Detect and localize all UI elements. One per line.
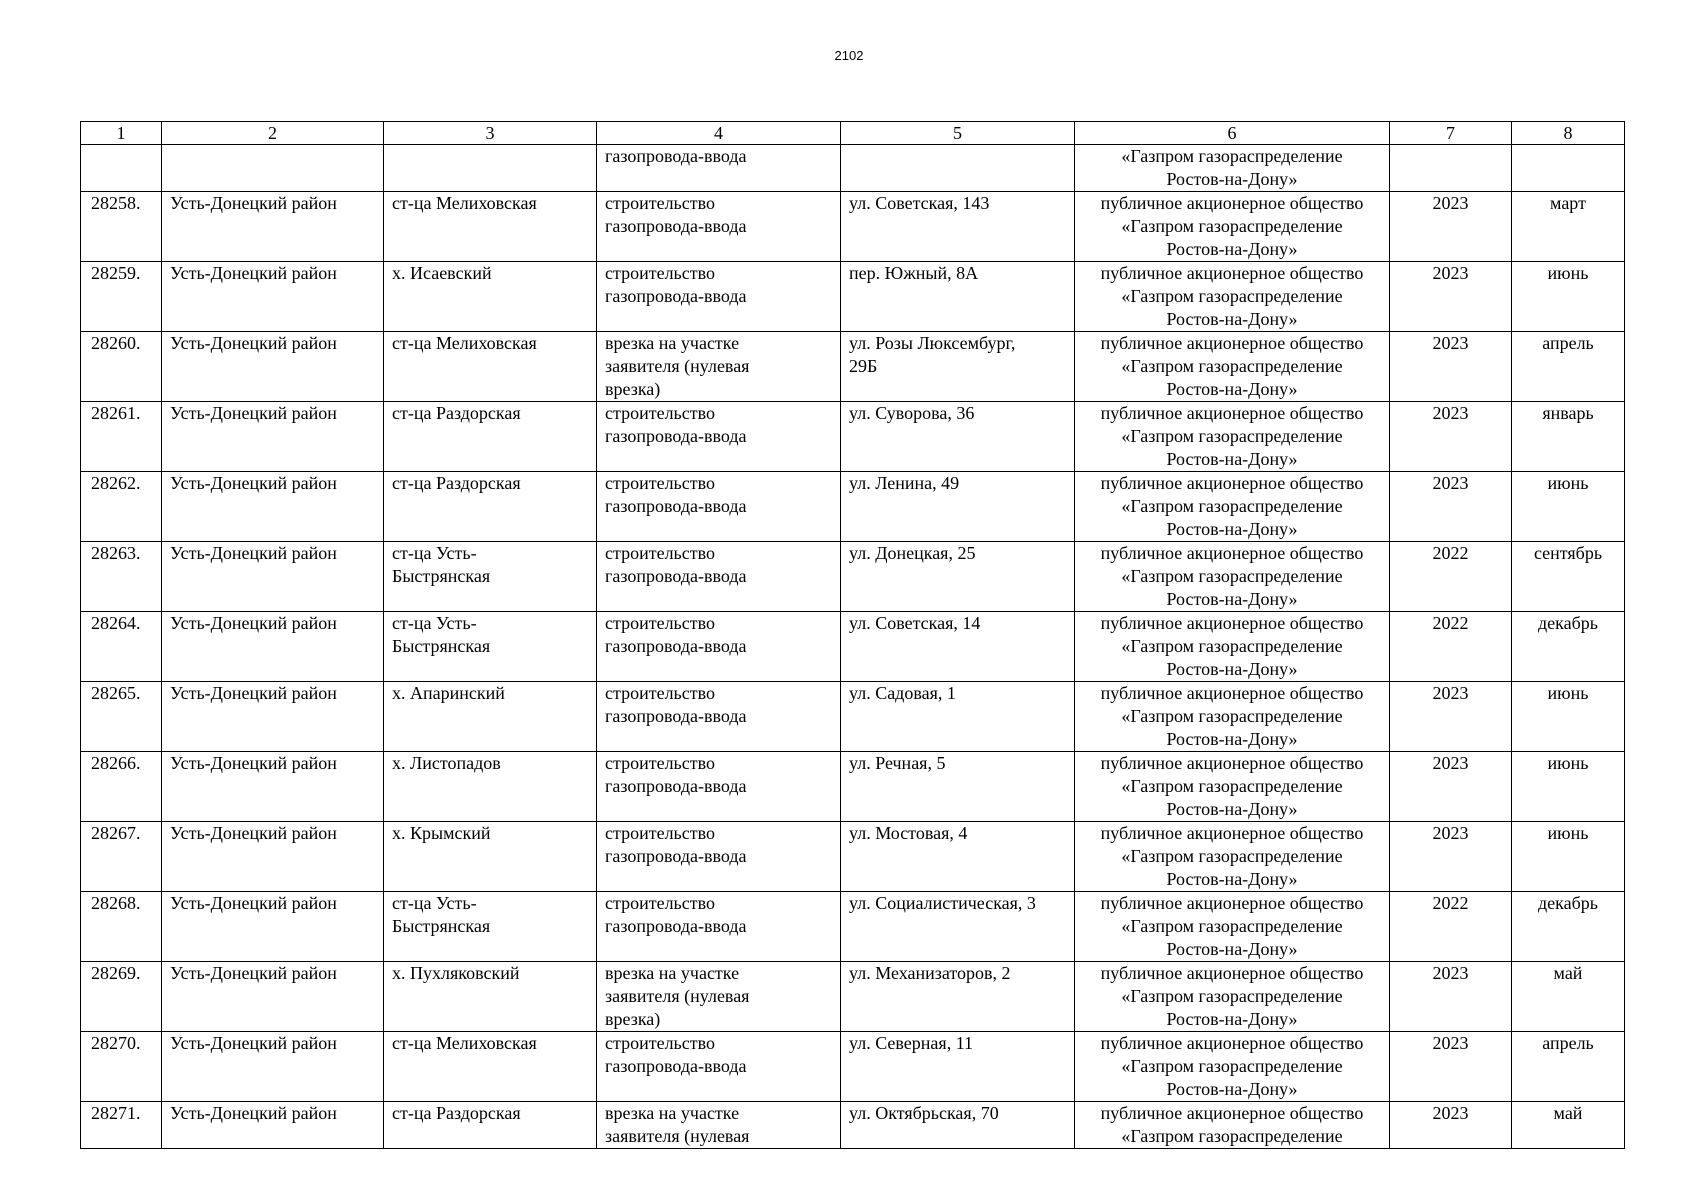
cell-line: х. Листопадов — [392, 753, 501, 773]
cell-settlement — [384, 1102, 597, 1149]
cell-line: Ростов-на-Дону» — [1166, 939, 1298, 959]
cell-number: 28264. — [81, 612, 162, 682]
cell-line: ст-ца Усть- — [392, 543, 477, 563]
cell-line: строительство — [605, 823, 715, 843]
cell-address — [841, 542, 1075, 612]
cell-settlement — [384, 145, 597, 192]
cell-year: 2022 — [1390, 892, 1512, 962]
cell-line: газопровода-ввода — [605, 496, 747, 516]
cell-organization — [1075, 962, 1390, 1032]
cell-line: ул. Садовая, 1 — [849, 683, 956, 703]
cell-line: Ростов-на-Дону» — [1166, 799, 1298, 819]
cell-year: 2023 — [1390, 262, 1512, 332]
cell-line: «Газпром газораспределение — [1121, 776, 1343, 796]
cell-month: май — [1512, 962, 1625, 1032]
table-row — [81, 542, 1625, 612]
cell-line: строительство — [605, 683, 715, 703]
column-header-6: 6 — [1075, 122, 1390, 145]
cell-month: апрель — [1512, 332, 1625, 402]
cell-district: Усть-Донецкий район — [162, 542, 384, 612]
cell-line: Ростов-на-Дону» — [1166, 239, 1298, 259]
cell-number: 28260. — [81, 332, 162, 402]
table-row — [81, 962, 1625, 1032]
table-row — [81, 612, 1625, 682]
cell-work — [597, 1032, 841, 1102]
table-row — [81, 472, 1625, 542]
cell-number: 28266. — [81, 752, 162, 822]
column-header-7: 7 — [1390, 122, 1512, 145]
cell-work — [597, 1102, 841, 1149]
cell-line: ул. Суворова, 36 — [849, 403, 975, 423]
cell-line: публичное акционерное общество — [1100, 403, 1364, 423]
cell-line: строительство — [605, 893, 715, 913]
cell-line: «Газпром газораспределение — [1121, 286, 1343, 306]
cell-month: декабрь — [1512, 612, 1625, 682]
cell-month: март — [1512, 192, 1625, 262]
cell-line: Ростов-на-Дону» — [1166, 379, 1298, 399]
cell-month: январь — [1512, 402, 1625, 472]
cell-year: 2023 — [1390, 962, 1512, 1032]
cell-number: 28267. — [81, 822, 162, 892]
cell-line: Ростов-на-Дону» — [1166, 309, 1298, 329]
cell-line: газопровода-ввода — [605, 566, 747, 586]
cell-work — [597, 402, 841, 472]
cell-address — [841, 822, 1075, 892]
cell-settlement — [384, 752, 597, 822]
column-header-4: 4 — [597, 122, 841, 145]
cell-line: строительство — [605, 543, 715, 563]
cell-line: публичное акционерное общество — [1100, 263, 1364, 283]
cell-work — [597, 542, 841, 612]
cell-line: х. Пухляковский — [392, 963, 520, 983]
cell-line: х. Крымский — [392, 823, 491, 843]
cell-line: ст-ца Раздорская — [392, 473, 521, 493]
cell-number: 28265. — [81, 682, 162, 752]
cell-work — [597, 332, 841, 402]
cell-address — [841, 472, 1075, 542]
cell-line: строительство — [605, 1033, 715, 1053]
table-row — [81, 332, 1625, 402]
cell-line: «Газпром газораспределение — [1121, 496, 1343, 516]
cell-line: публичное акционерное общество — [1100, 613, 1364, 633]
cell-month: июнь — [1512, 682, 1625, 752]
cell-month — [1512, 145, 1625, 192]
cell-settlement — [384, 612, 597, 682]
cell-organization — [1075, 145, 1390, 192]
cell-address — [841, 962, 1075, 1032]
cell-line: строительство — [605, 263, 715, 283]
table-header — [81, 122, 1625, 145]
cell-line: публичное акционерное общество — [1100, 543, 1364, 563]
cell-settlement — [384, 402, 597, 472]
cell-address — [841, 332, 1075, 402]
cell-organization — [1075, 822, 1390, 892]
cell-line: Быстрянская — [392, 566, 491, 586]
cell-line: «Газпром газораспределение — [1121, 356, 1343, 376]
cell-district: Усть-Донецкий район — [162, 822, 384, 892]
cell-line: газопровода-ввода — [605, 916, 747, 936]
cell-line: газопровода-ввода — [605, 846, 747, 866]
cell-work — [597, 472, 841, 542]
cell-district: Усть-Донецкий район — [162, 962, 384, 1032]
cell-month: сентябрь — [1512, 542, 1625, 612]
table-row — [81, 892, 1625, 962]
cell-line: врезка на участке — [605, 333, 740, 353]
cell-district — [162, 145, 384, 192]
cell-line: газопровода-ввода — [605, 636, 747, 656]
cell-line: «Газпром газораспределение — [1121, 1056, 1343, 1076]
cell-month: апрель — [1512, 1032, 1625, 1102]
cell-number: 28261. — [81, 402, 162, 472]
cell-line: Ростов-на-Дону» — [1166, 1009, 1298, 1029]
cell-address — [841, 402, 1075, 472]
table-row — [81, 752, 1625, 822]
cell-month: декабрь — [1512, 892, 1625, 962]
register-table — [80, 121, 1625, 1149]
cell-year: 2023 — [1390, 1032, 1512, 1102]
cell-line: публичное акционерное общество — [1100, 893, 1364, 913]
cell-line: Ростов-на-Дону» — [1166, 869, 1298, 889]
table-row — [81, 1032, 1625, 1102]
column-header-2: 2 — [162, 122, 384, 145]
table-row — [81, 682, 1625, 752]
cell-line: х. Исаевский — [392, 263, 492, 283]
cell-line: публичное акционерное общество — [1100, 333, 1364, 353]
cell-line: «Газпром газораспределение — [1121, 146, 1343, 166]
cell-month: май — [1512, 1102, 1625, 1149]
cell-year: 2023 — [1390, 472, 1512, 542]
cell-address — [841, 612, 1075, 682]
cell-line: публичное акционерное общество — [1100, 823, 1364, 843]
cell-line: публичное акционерное общество — [1100, 753, 1364, 773]
cell-line: заявителя (нулевая — [605, 1126, 750, 1146]
cell-number: 28268. — [81, 892, 162, 962]
cell-line: публичное акционерное общество — [1100, 193, 1364, 213]
cell-month: июнь — [1512, 752, 1625, 822]
cell-year — [1390, 145, 1512, 192]
page-number: 2102 — [834, 48, 864, 63]
cell-organization — [1075, 1032, 1390, 1102]
cell-address — [841, 1032, 1075, 1102]
cell-organization — [1075, 1102, 1390, 1149]
cell-settlement — [384, 1032, 597, 1102]
cell-line: ул. Донецкая, 25 — [849, 543, 976, 563]
column-header-1: 1 — [81, 122, 162, 145]
cell-settlement — [384, 892, 597, 962]
cell-line: заявителя (нулевая — [605, 986, 750, 1006]
cell-address — [841, 192, 1075, 262]
cell-work — [597, 962, 841, 1032]
cell-district: Усть-Донецкий район — [162, 332, 384, 402]
cell-settlement — [384, 962, 597, 1032]
cell-line: Ростов-на-Дону» — [1166, 589, 1298, 609]
column-header-5: 5 — [841, 122, 1075, 145]
cell-line: Ростов-на-Дону» — [1166, 169, 1298, 189]
cell-line: публичное акционерное общество — [1100, 683, 1364, 703]
cell-line: ул. Советская, 14 — [849, 613, 981, 633]
cell-line: «Газпром газораспределение — [1121, 216, 1343, 236]
cell-line: ст-ца Раздорская — [392, 1103, 521, 1123]
cell-line: строительство — [605, 403, 715, 423]
cell-line: строительство — [605, 193, 715, 213]
cell-line: «Газпром газораспределение — [1121, 426, 1343, 446]
table-row — [81, 192, 1625, 262]
cell-line: Быстрянская — [392, 916, 491, 936]
cell-year: 2022 — [1390, 612, 1512, 682]
cell-work — [597, 752, 841, 822]
cell-year: 2023 — [1390, 192, 1512, 262]
table-row — [81, 262, 1625, 332]
cell-line: «Газпром газораспределение — [1121, 706, 1343, 726]
cell-organization — [1075, 682, 1390, 752]
cell-line: «Газпром газораспределение — [1121, 566, 1343, 586]
cell-line: газопровода-ввода — [605, 1056, 747, 1076]
cell-organization — [1075, 472, 1390, 542]
cell-line: ул. Октябрьская, 70 — [849, 1103, 999, 1123]
cell-line: пер. Южный, 8А — [849, 263, 979, 283]
cell-organization — [1075, 892, 1390, 962]
cell-number: 28258. — [81, 192, 162, 262]
cell-organization — [1075, 542, 1390, 612]
cell-line: Ростов-на-Дону» — [1166, 729, 1298, 749]
cell-work — [597, 892, 841, 962]
cell-year: 2023 — [1390, 402, 1512, 472]
cell-settlement — [384, 192, 597, 262]
cell-line: публичное акционерное общество — [1100, 1103, 1364, 1123]
cell-line: «Газпром газораспределение — [1121, 636, 1343, 656]
cell-year: 2022 — [1390, 542, 1512, 612]
cell-organization — [1075, 612, 1390, 682]
cell-line: ул. Розы Люксембург, — [849, 333, 1016, 353]
cell-organization — [1075, 262, 1390, 332]
cell-address — [841, 752, 1075, 822]
cell-address — [841, 1102, 1075, 1149]
column-number-row — [81, 122, 1625, 145]
cell-district: Усть-Донецкий район — [162, 1032, 384, 1102]
cell-number: 28259. — [81, 262, 162, 332]
cell-line: заявителя (нулевая — [605, 356, 750, 376]
cell-address — [841, 145, 1075, 192]
cell-line: ст-ца Усть- — [392, 893, 477, 913]
continuation-row — [81, 145, 1625, 192]
cell-year: 2023 — [1390, 332, 1512, 402]
cell-line: ст-ца Мелиховская — [392, 1033, 537, 1053]
cell-line: «Газпром газораспределение — [1121, 986, 1343, 1006]
cell-line: ул. Советская, 143 — [849, 193, 990, 213]
cell-line: ул. Речная, 5 — [849, 753, 946, 773]
cell-district: Усть-Донецкий район — [162, 262, 384, 332]
cell-work — [597, 612, 841, 682]
cell-line: ул. Северная, 11 — [849, 1033, 974, 1053]
cell-line: «Газпром газораспределение — [1121, 846, 1343, 866]
cell-number — [81, 145, 162, 192]
cell-year: 2023 — [1390, 1102, 1512, 1149]
cell-line: Быстрянская — [392, 636, 491, 656]
cell-line: публичное акционерное общество — [1100, 1033, 1364, 1053]
cell-district: Усть-Донецкий район — [162, 892, 384, 962]
cell-line: газопровода-ввода — [605, 216, 747, 236]
column-header-3: 3 — [384, 122, 597, 145]
cell-number: 28269. — [81, 962, 162, 1032]
table-row — [81, 822, 1625, 892]
cell-month: июнь — [1512, 262, 1625, 332]
cell-month: июнь — [1512, 822, 1625, 892]
cell-line: Ростов-на-Дону» — [1166, 519, 1298, 539]
cell-settlement — [384, 682, 597, 752]
cell-line: газопровода-ввода — [605, 706, 747, 726]
cell-district: Усть-Донецкий район — [162, 682, 384, 752]
cell-line: Ростов-на-Дону» — [1166, 659, 1298, 679]
cell-line: ст-ца Усть- — [392, 613, 477, 633]
cell-number: 28271. — [81, 1102, 162, 1149]
cell-district: Усть-Донецкий район — [162, 612, 384, 682]
cell-settlement — [384, 262, 597, 332]
cell-line: публичное акционерное общество — [1100, 473, 1364, 493]
cell-organization — [1075, 192, 1390, 262]
cell-district: Усть-Донецкий район — [162, 402, 384, 472]
cell-line: ст-ца Мелиховская — [392, 193, 537, 213]
cell-district: Усть-Донецкий район — [162, 752, 384, 822]
table-row — [81, 402, 1625, 472]
cell-line: публичное акционерное общество — [1100, 963, 1364, 983]
cell-year: 2023 — [1390, 822, 1512, 892]
cell-number: 28262. — [81, 472, 162, 542]
cell-district: Усть-Донецкий район — [162, 1102, 384, 1149]
cell-work — [597, 145, 841, 192]
cell-number: 28263. — [81, 542, 162, 612]
cell-line: врезка на участке — [605, 963, 740, 983]
cell-line: 29Б — [849, 356, 878, 376]
cell-address — [841, 682, 1075, 752]
cell-line: Ростов-на-Дону» — [1166, 449, 1298, 469]
cell-settlement — [384, 542, 597, 612]
cell-line: ст-ца Мелиховская — [392, 333, 537, 353]
cell-line: ул. Ленина, 49 — [849, 473, 960, 493]
cell-line: газопровода-ввода — [605, 286, 747, 306]
cell-line: «Газпром газораспределение — [1121, 1126, 1343, 1146]
cell-line: врезка) — [605, 379, 661, 399]
cell-line: врезка) — [605, 1009, 661, 1029]
table-body — [81, 145, 1625, 1149]
cell-line: строительство — [605, 473, 715, 493]
cell-line: «Газпром газораспределение — [1121, 916, 1343, 936]
cell-line: ул. Социалистическая, 3 — [849, 893, 1036, 913]
cell-work — [597, 262, 841, 332]
cell-work — [597, 682, 841, 752]
cell-line: газопровода-ввода — [605, 776, 747, 796]
cell-organization — [1075, 402, 1390, 472]
cell-address — [841, 262, 1075, 332]
cell-year: 2023 — [1390, 752, 1512, 822]
cell-year: 2023 — [1390, 682, 1512, 752]
cell-settlement — [384, 472, 597, 542]
cell-line: газопровода-ввода — [605, 146, 747, 166]
cell-line: строительство — [605, 613, 715, 633]
cell-organization — [1075, 332, 1390, 402]
table-row — [81, 1102, 1625, 1149]
cell-work — [597, 822, 841, 892]
cell-line: газопровода-ввода — [605, 426, 747, 446]
cell-district: Усть-Донецкий район — [162, 472, 384, 542]
cell-organization — [1075, 752, 1390, 822]
cell-district: Усть-Донецкий район — [162, 192, 384, 262]
cell-address — [841, 892, 1075, 962]
cell-line: строительство — [605, 753, 715, 773]
cell-line: Ростов-на-Дону» — [1166, 1079, 1298, 1099]
cell-line: ул. Механизаторов, 2 — [849, 963, 1011, 983]
cell-month: июнь — [1512, 472, 1625, 542]
cell-line: ул. Мостовая, 4 — [849, 823, 968, 843]
cell-work — [597, 192, 841, 262]
cell-line: врезка на участке — [605, 1103, 740, 1123]
cell-number: 28270. — [81, 1032, 162, 1102]
cell-settlement — [384, 822, 597, 892]
column-header-8: 8 — [1512, 122, 1625, 145]
cell-settlement — [384, 332, 597, 402]
cell-line: ст-ца Раздорская — [392, 403, 521, 423]
cell-line: х. Апаринский — [392, 683, 505, 703]
